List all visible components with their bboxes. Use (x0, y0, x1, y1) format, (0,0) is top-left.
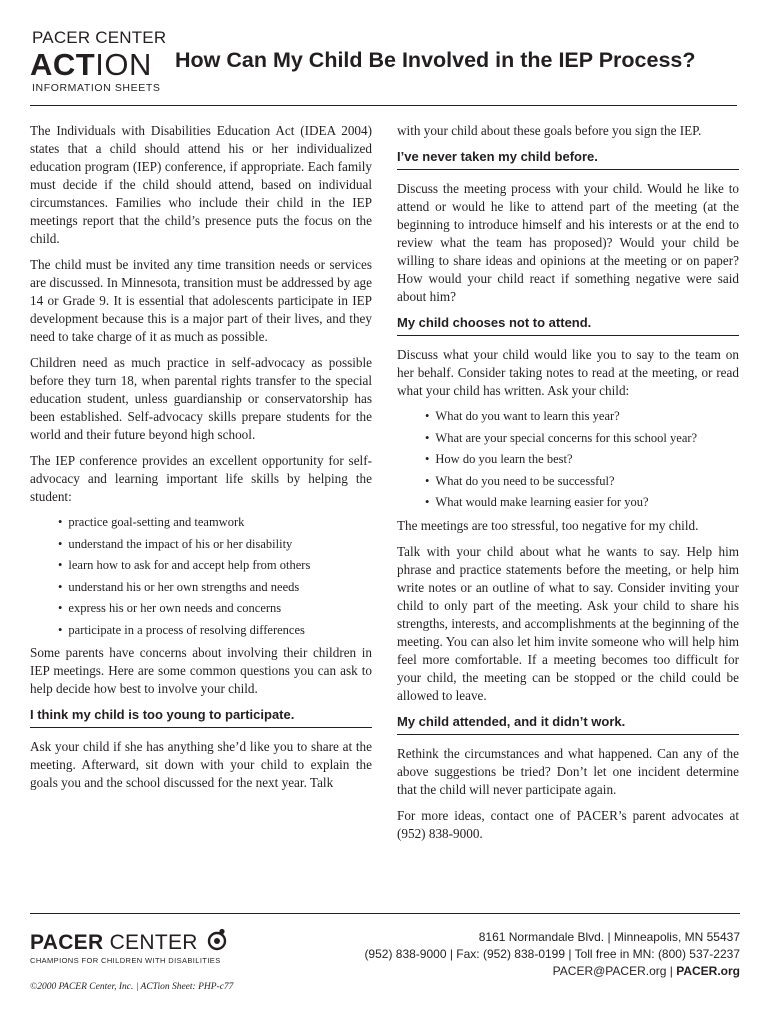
brand-line1: PACER CENTER (32, 28, 167, 47)
list-item: • How do you learn the best? (425, 452, 573, 466)
paragraph: The child must be invited any time transition needs or services are discussed. In Minnesota, transition must be addressed by age 14 or Grade 9. It is essential that adolescents participate in IEP development because this is a major part of their lives, and they need to take charge of it as much as possible. (30, 257, 372, 344)
footer-contact (364, 929, 740, 980)
paragraph: Children need as much practice in self-advocacy as possible before they turn 18, when parental rights transfer to the special education student, unless guardianship or conservatorship has been established. Self-advocacy skills prepare students for the world and their future beyond high school. (30, 355, 372, 442)
phone-numbers: (952) 838-9000 | Fax: (952) 838-0199 | Toll free in MN: (800) 537-2237 (364, 947, 740, 961)
brand-action (30, 48, 152, 82)
paragraph: Some parents have concerns about involving their children in IEP meetings. Here are some common questions you can ask to help decide how best to involve your child. (30, 645, 372, 696)
brand-line3: INFORMATION SHEETS (32, 82, 161, 94)
paragraph: Discuss the meeting process with your child. Would he like to attend or would he like to attend part of the meeting (at the beginning to introduce himself and his interests or at the end to review what the team has proposed)? Would your child be willing to share ideas and opinions at the meeting or on paper? How would your child react if something negative were said about him? (397, 181, 739, 304)
brand-action-light: ION (95, 47, 152, 82)
website-link[interactable]: PACER.org (676, 964, 740, 978)
email-link[interactable]: PACER@PACER.org | (552, 964, 673, 978)
paragraph: Discuss what your child would like you to say to the team on her behalf. Consider taking notes to read at the meeting, or read what your child has written. Ask your child: (397, 347, 739, 398)
header (30, 26, 740, 106)
left-column (30, 122, 372, 800)
section-heading: My child chooses not to attend. (397, 314, 739, 336)
paragraph: Talk with your child about what he wants to say. Help him phrase and practice statements before the meeting, or help him write notes or an outline of what to say. Consider inviting your child to only part of the meeting. Ask your child to share his strengths, interests, and accomplishments at the beginning of the meeting. You can also let him invite someone who will help him feel more comfortable. If a meeting becomes too difficult for your child, the meeting can be stopped or the child could be allowed to leave. (397, 543, 739, 703)
paragraph: The meetings are too stressful, too negative for my child. (397, 517, 699, 533)
skills-list (30, 514, 372, 638)
copyright: ©2000 PACER Center, Inc. | ACTion Sheet: PHP-c77 (30, 982, 234, 992)
list-item: • understand the impact of his or her disability (58, 536, 293, 551)
paragraph: The IEP conference provides an excellent opportunity for self-advocacy and learning important life skills by helping the student: (30, 453, 372, 504)
list-item: • What are your special concerns for this school year? (425, 430, 698, 445)
right-column (397, 122, 739, 851)
list-item: • express his or her own needs and concerns (58, 601, 282, 615)
page-title: How Can My Child Be Involved in the IEP Process? (175, 48, 696, 72)
pacer-figure-icon (206, 928, 228, 952)
section-heading: I think my child is too young to participate. (30, 706, 372, 728)
brand-action-bold: ACT (30, 47, 96, 82)
section-heading: My child attended, and it didn’t work. (397, 713, 739, 735)
bottom-divider (30, 913, 740, 914)
list-item: • What would make learning easier for you? (425, 495, 649, 509)
list-item: • understand his or her own strengths and needs (58, 579, 300, 594)
list-item: • What do you need to be successful? (425, 473, 615, 488)
paragraph: For more ideas, contact one of PACER’s parent advocates at (952) 838-9000. (397, 807, 739, 841)
paragraph: with your child about these goals before you sign the IEP. (397, 123, 702, 138)
questions-list (397, 408, 739, 511)
list-item: • learn how to ask for and accept help from others (58, 558, 311, 572)
paragraph: Rethink the circumstances and what happened. Can any of the above suggestions be tried? Don’t let one incident determine that the child will never participate again. (397, 745, 739, 797)
section-heading: I’ve never taken my child before. (397, 148, 739, 170)
list-item: • What do you want to learn this year? (425, 409, 620, 423)
top-divider (30, 105, 737, 106)
list-item: • participate in a process of resolving differences (58, 622, 305, 637)
paragraph: Ask your child if she has anything she’d like you to share at the meeting. Afterward, sit down with your child to explain the goals you and the school discussed for the next year. Talk (30, 739, 372, 790)
logo-tagline: CHAMPIONS FOR CHILDREN WITH DISABILITIES (30, 956, 221, 965)
address: 8161 Normandale Blvd. | Minneapolis, MN 55437 (478, 930, 740, 944)
logo-wordmark: PACER CENTER (30, 928, 330, 955)
footer-logo (30, 928, 330, 968)
paragraph: The Individuals with Disabilities Education Act (IDEA 2004) states that a child should attend his or her individualized education program (IEP) conference, if appropriate. Each family must decide if the child should attend, based on individual circumstances. Families who include their child in the IEP meetings report that the child’s presence puts the focus on the child. (30, 123, 372, 246)
list-item: • practice goal-setting and teamwork (58, 515, 245, 529)
contact-line (364, 963, 740, 980)
